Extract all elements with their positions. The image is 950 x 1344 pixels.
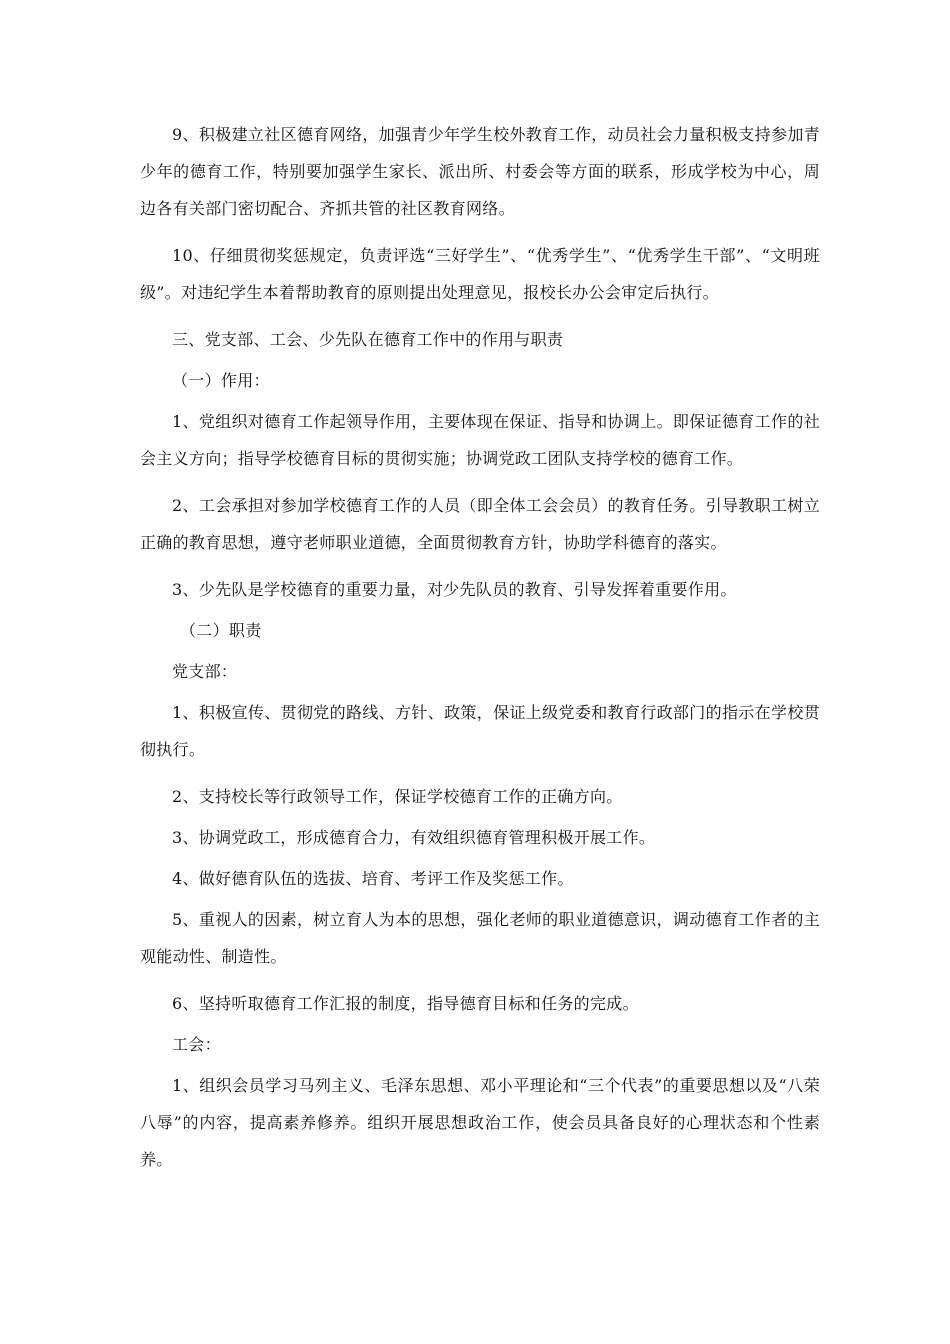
- subsection-heading-role: （一）作用：: [172, 371, 270, 390]
- paragraph-union-1: 1、组织会员学习马列主义、毛泽东思想、邓小平理论和“三个代表”的重要思想以及“八荣八辱”的内容，提高素养修养。组织开展思想政治工作，使会员具备良好的心理状态和个性素养。: [140, 1076, 820, 1169]
- paragraph-item-9: 9、积极建立社区德育网络，加强青少年学生校外教育工作，动员社会力量积极支持参加青少年的德育工作，特别要加强学生家长、派出所、村委会等方面的联系，形成学校为中心，周边各有关部门密切配合、齐抓共管的社区教育网络。: [140, 125, 820, 218]
- paragraph-party-1: 1、积极宣传、贯彻党的路线、方针、政策，保证上级党委和教育行政部门的指示在学校贯彻执行。: [140, 703, 820, 759]
- group-heading-party-branch: 党支部：: [172, 662, 238, 681]
- paragraph-party-2: 2、支持校长等行政领导工作，保证学校德育工作的正确方向。: [172, 787, 623, 806]
- paragraph-party-4: 4、做好德育队伍的选拔、培育、考评工作及奖惩工作。: [172, 869, 574, 888]
- paragraph-role-2: 2、工会承担对参加学校德育工作的人员（即全体工会会员）的教育任务。引导教职工树立正确的教育思想，遵守老师职业道德，全面贯彻教育方针，协助学科德育的落实。: [140, 496, 820, 552]
- paragraph-role-1: 1、党组织对德育工作起领导作用，主要体现在保证、指导和协调上。即保证德育工作的社会主义方向；指导学校德育目标的贯彻实施；协调党政工团队支持学校的德育工作。: [140, 412, 820, 468]
- paragraph-party-3: 3、协调党政工，形成德育合力，有效组织德育管理积极开展工作。: [172, 828, 656, 847]
- group-heading-union: 工会：: [172, 1035, 221, 1054]
- document-page: [140, 116, 820, 1188]
- paragraph-party-6: 6、坚持听取德育工作汇报的制度，指导德育目标和任务的完成。: [172, 994, 639, 1013]
- subsection-heading-duties: （二）职责: [180, 621, 262, 640]
- paragraph-item-10: 10、仔细贯彻奖惩规定，负责评选“三好学生”、“优秀学生”、“优秀学生干部”、“文明班级”。对违纪学生本着帮助教育的原则提出处理意见，报校长办公会审定后执行。: [140, 246, 820, 302]
- paragraph-role-3: 3、少先队是学校德育的重要力量，对少先队员的教育、引导发挥着重要作用。: [172, 580, 737, 599]
- paragraph-party-5: 5、重视人的因素，树立育人为本的思想，强化老师的职业道德意识，调动德育工作者的主观能动性、制造性。: [140, 910, 820, 966]
- section-heading-3: 三、党支部、工会、少先队在德育工作中的作用与职责: [172, 330, 564, 349]
